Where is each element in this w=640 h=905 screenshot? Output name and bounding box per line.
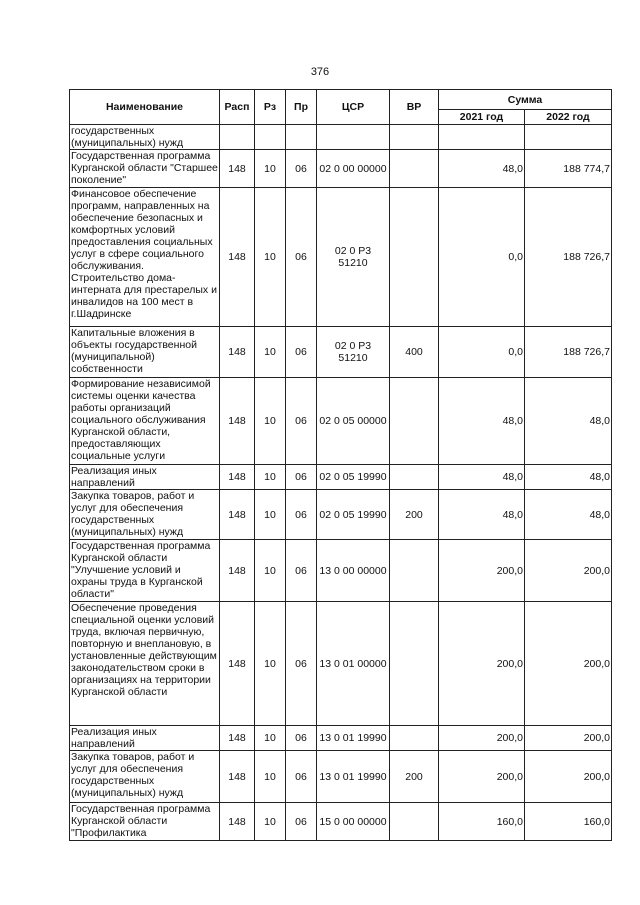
- row-rasp: 148: [220, 726, 255, 751]
- row-2022: [525, 125, 612, 150]
- row-rz: 10: [255, 540, 286, 602]
- row-pr: [286, 125, 317, 150]
- row-rz: 10: [255, 602, 286, 726]
- table-row: [70, 150, 612, 188]
- row-2021: 48,0: [439, 490, 525, 540]
- row-name: Реализация иных направлений: [70, 726, 220, 751]
- row-2022: 48,0: [525, 378, 612, 465]
- row-csr: 02 0 05 00000: [317, 378, 390, 465]
- header-summa: Сумма: [439, 90, 612, 110]
- row-rasp: 148: [220, 150, 255, 188]
- row-csr: 02 0 00 00000: [317, 150, 390, 188]
- page-number: 376: [310, 66, 330, 78]
- header-rz: Рз: [255, 90, 286, 125]
- row-rz: 10: [255, 726, 286, 751]
- row-rz: 10: [255, 490, 286, 540]
- row-csr: 02 0 P3 51210: [317, 327, 390, 378]
- row-rasp: 148: [220, 540, 255, 602]
- row-rasp: 148: [220, 751, 255, 803]
- row-vr: [390, 188, 439, 327]
- row-rasp: [220, 125, 255, 150]
- row-csr: [317, 125, 390, 150]
- row-csr: 02 0 P3 51210: [317, 188, 390, 327]
- row-name: государственных (муниципальных) нужд: [70, 125, 220, 150]
- row-2021: 0,0: [439, 188, 525, 327]
- row-vr: [390, 726, 439, 751]
- row-2022: 188 726,7: [525, 188, 612, 327]
- budget-table: [69, 89, 612, 841]
- table-row: [70, 125, 612, 150]
- row-vr: [390, 465, 439, 490]
- row-2021: [439, 125, 525, 150]
- row-vr: [390, 803, 439, 841]
- row-rz: [255, 125, 286, 150]
- row-2021: 48,0: [439, 378, 525, 465]
- row-vr: [390, 602, 439, 726]
- row-name: Формирование независимой системы оценки качества работы организаций социального обслуживания Курганской области, предоставляющих социальные услуги: [70, 378, 220, 465]
- row-rz: 10: [255, 803, 286, 841]
- row-csr: 15 0 00 00000: [317, 803, 390, 841]
- row-vr: [390, 378, 439, 465]
- row-2022: 200,0: [525, 751, 612, 803]
- row-pr: 06: [286, 803, 317, 841]
- row-rasp: 148: [220, 327, 255, 378]
- row-2021: 160,0: [439, 803, 525, 841]
- row-vr: [390, 150, 439, 188]
- header-name: Наименование: [70, 90, 220, 125]
- header-pr: Пр: [286, 90, 317, 125]
- row-vr: [390, 125, 439, 150]
- table-row: [70, 602, 612, 726]
- row-2021: 200,0: [439, 751, 525, 803]
- row-csr: 13 0 01 19990: [317, 726, 390, 751]
- row-rz: 10: [255, 327, 286, 378]
- row-rz: 10: [255, 751, 286, 803]
- row-pr: 06: [286, 726, 317, 751]
- row-2021: 48,0: [439, 465, 525, 490]
- row-pr: 06: [286, 150, 317, 188]
- row-name: Государственная программа Курганской области "Улучшение условий и охраны труда в Курганской области": [70, 540, 220, 602]
- row-pr: 06: [286, 751, 317, 803]
- row-rasp: 148: [220, 378, 255, 465]
- row-2022: 200,0: [525, 540, 612, 602]
- row-csr: 13 0 01 19990: [317, 751, 390, 803]
- table-row: [70, 540, 612, 602]
- row-2022: 48,0: [525, 465, 612, 490]
- table-row: [70, 490, 612, 540]
- row-name: Капитальные вложения в объекты государственной (муниципальной) собственности: [70, 327, 220, 378]
- row-vr: 400: [390, 327, 439, 378]
- row-2021: 48,0: [439, 150, 525, 188]
- row-2022: 160,0: [525, 803, 612, 841]
- row-2022: 48,0: [525, 490, 612, 540]
- row-vr: 200: [390, 751, 439, 803]
- row-name: Обеспечение проведения специальной оценки условий труда, включая первичную, повторную и внеплановую, в установленные действующим законодательством сроки в организациях на территории Курганской области: [70, 602, 220, 726]
- row-rasp: 148: [220, 465, 255, 490]
- row-name: Закупка товаров, работ и услуг для обеспечения государственных (муниципальных) нужд: [70, 490, 220, 540]
- row-name: Государственная программа Курганской области "Старшее поколение": [71, 150, 218, 186]
- row-rasp: 148: [220, 490, 255, 540]
- row-pr: 06: [286, 490, 317, 540]
- row-2021: 200,0: [439, 726, 525, 751]
- header-vr: ВР: [390, 90, 439, 125]
- row-csr: 02 0 05 19990: [317, 490, 390, 540]
- row-vr: [390, 540, 439, 602]
- row-vr: 200: [390, 490, 439, 540]
- row-2022: 200,0: [525, 602, 612, 726]
- row-pr: 06: [286, 327, 317, 378]
- row-rz: 10: [255, 378, 286, 465]
- row-pr: 06: [286, 188, 317, 327]
- row-pr: 06: [286, 378, 317, 465]
- row-csr: 13 0 01 00000: [317, 602, 390, 726]
- table-row: [70, 327, 612, 378]
- row-rasp: 148: [220, 803, 255, 841]
- header-csr: ЦСР: [317, 90, 390, 125]
- table-row: [70, 188, 612, 327]
- table-row: [70, 726, 612, 751]
- row-csr: 13 0 00 00000: [317, 540, 390, 602]
- row-pr: 06: [286, 602, 317, 726]
- header-2022: 2022 год: [525, 110, 612, 125]
- row-2022: 200,0: [525, 726, 612, 751]
- row-2021: 200,0: [439, 540, 525, 602]
- row-name: Реализация иных направлений: [70, 465, 220, 490]
- table-row: [70, 803, 612, 841]
- row-pr: 06: [286, 540, 317, 602]
- row-2021: 0,0: [439, 327, 525, 378]
- row-2022: 188 726,7: [525, 327, 612, 378]
- row-rz: 10: [255, 465, 286, 490]
- row-rz: 10: [255, 150, 286, 188]
- row-name: Закупка товаров, работ и услуг для обеспечения государственных (муниципальных) нужд: [70, 751, 220, 803]
- row-csr: 02 0 05 19990: [317, 465, 390, 490]
- table-row: [70, 378, 612, 465]
- row-2021: 200,0: [439, 602, 525, 726]
- table-row: [70, 751, 612, 803]
- header-rasp: Расп: [220, 90, 255, 125]
- row-pr: 06: [286, 465, 317, 490]
- row-name: Финансовое обеспечение программ, направленных на обеспечение безопасных и комфортных условий предоставления социальных услуг в сфере социального обслуживания. Строительство дома-интерната для престарелых и инвалидов на 100 мест в г.Шадринске: [70, 188, 220, 327]
- row-rasp: 148: [220, 602, 255, 726]
- row-2022: 188 774,7: [525, 150, 612, 188]
- row-rz: 10: [255, 188, 286, 327]
- header-2021: 2021 год: [439, 110, 525, 125]
- table-row: [70, 465, 612, 490]
- row-rasp: 148: [220, 188, 255, 327]
- row-name: Государственная программа Курганской области "Профилактика: [70, 803, 220, 841]
